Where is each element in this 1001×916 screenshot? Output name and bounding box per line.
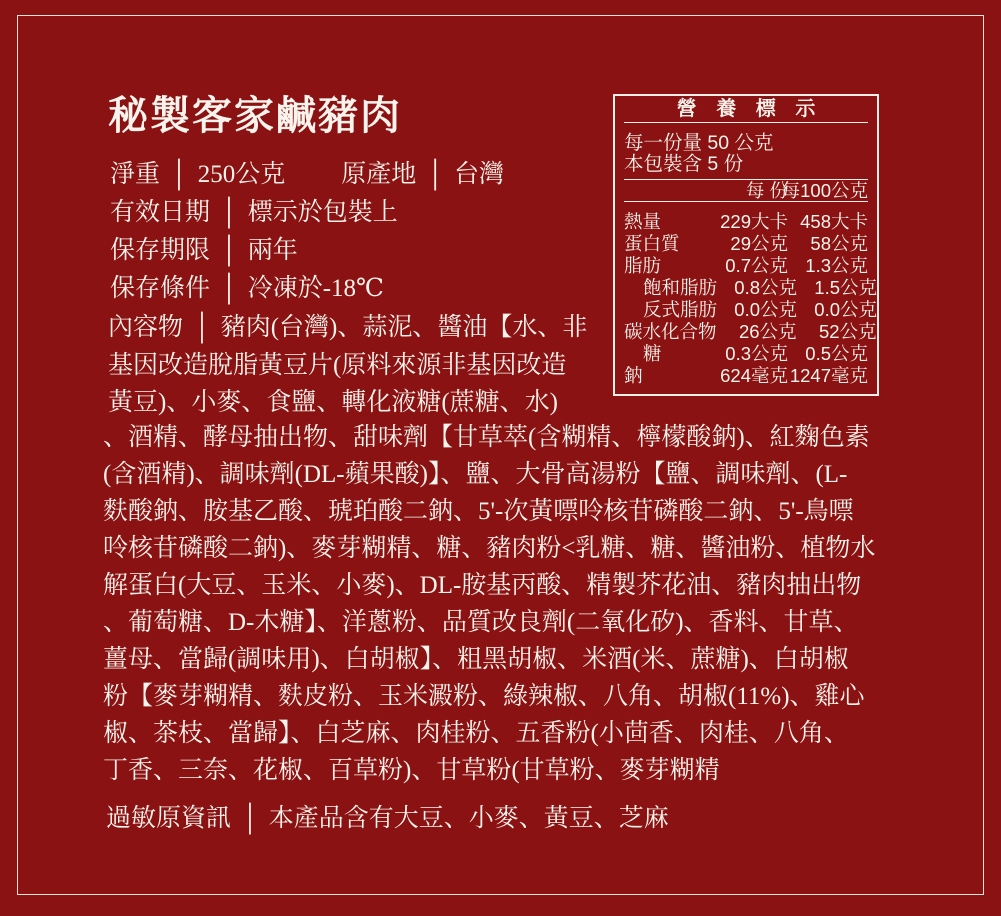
- nutrition-table-title: 營 養 標 示: [676, 98, 823, 120]
- net-weight-value: 250公克: [197, 161, 286, 188]
- ingredients-continued: [103, 419, 875, 789]
- nutrient-name: 飽和脂肪: [643, 277, 718, 298]
- separator-bar: │: [193, 313, 211, 342]
- separator-bar: │: [220, 274, 238, 303]
- nutrient-name: 反式脂肪: [643, 299, 718, 320]
- per-serving-value: 0.8公克: [734, 277, 798, 298]
- ingredients-line: 基因改造脫脂黃豆片(原料來源非基因改造: [108, 351, 567, 379]
- ingredients-line: 薑母、當歸(調味用)、白胡椒】、粗黑胡椒、米酒(米、蔗糖)、白胡椒: [103, 646, 849, 673]
- ingredients-line: 麩酸鈉、胺基乙酸、琥珀酸二鈉、5'-次黃嘌呤核苷磷酸二鈉、5'-鳥嘌: [103, 498, 854, 525]
- per-serving-value: 229大卡: [720, 211, 788, 232]
- nutrient-name: 脂肪: [624, 255, 662, 276]
- ingredients-line: 丁香、三奈、花椒、百草粉)、甘草粉(甘草粉、麥芽糊精: [103, 757, 720, 784]
- nutrition-row: [624, 299, 878, 321]
- ingredients-text: 豬肉(台灣)、蒜泥、醬油【水、非: [220, 314, 588, 341]
- per-serving-value: 0.0公克: [734, 299, 798, 320]
- nutrient-name: 蛋白質: [624, 233, 680, 254]
- spec-line: [110, 270, 504, 308]
- per-100g-value: 0.5公克: [805, 343, 868, 364]
- spec-label: 有效日期: [110, 199, 211, 226]
- allergen-info: [106, 800, 669, 837]
- nutrition-row: [624, 365, 868, 387]
- per-100g-value: 1.5公克: [814, 277, 878, 298]
- ingredients-label: 內容物: [108, 314, 184, 341]
- spec-value: 標示於包裝上: [247, 199, 398, 226]
- per-serving-value: 0.7公克: [725, 255, 788, 276]
- nutrient-name: 熱量: [624, 211, 662, 232]
- per-100g-value: 0.0公克: [814, 299, 878, 320]
- per-100g-value: 1.3公克: [805, 255, 868, 276]
- ingredients-line: (含酒精)、調味劑(DL-蘋果酸)】、鹽、大骨高湯粉【鹽、調味劑、(L-: [103, 461, 848, 488]
- ingredients-first-line: [108, 309, 587, 347]
- table-divider: [624, 201, 868, 202]
- separator-bar: │: [241, 804, 259, 833]
- ingredients-line: 、葡萄糖、D-木糖】、洋蔥粉、品質改良劑(二氧化矽)、香料、甘草、: [103, 609, 859, 636]
- allergen-label: 過敏原資訊: [106, 805, 232, 832]
- per-100g-value: 52公克: [818, 321, 877, 342]
- separator-bar: │: [220, 236, 238, 265]
- spec-line: [110, 194, 504, 232]
- ingredients-start: [108, 309, 587, 422]
- allergen-value: 本產品含有大豆、小麥、黃豆、芝麻: [268, 805, 669, 832]
- ingredients-line: 黃豆)、小麥、食鹽、轉化液糖(蔗糖、水): [108, 389, 558, 416]
- nutrition-row: [624, 211, 868, 233]
- nutrition-row: [624, 343, 868, 365]
- spec-line: [110, 232, 504, 270]
- spec-line-weight-origin: [110, 156, 504, 194]
- per-serving-header: 每 份: [745, 180, 788, 201]
- separator-bar: │: [170, 160, 188, 189]
- nutrition-row: [624, 233, 868, 255]
- per-serving-value: 0.3公克: [725, 343, 788, 364]
- ingredients-narrow-lines: [108, 347, 587, 422]
- spec-value: 冷凍於-18℃: [247, 275, 385, 302]
- nutrient-name: 碳水化合物: [624, 321, 717, 342]
- separator-bar: │: [426, 160, 444, 189]
- per-100g-header: 每100公克: [781, 180, 868, 201]
- nutrient-name: 糖: [643, 343, 662, 364]
- origin-value: 台灣: [453, 161, 504, 188]
- per-serving-value: 624毫克: [720, 365, 788, 386]
- product-title: 秘製客家鹹豬肉: [108, 93, 402, 138]
- nutrition-row: [624, 277, 878, 299]
- servings-per-pack-line: 本包裝含 5 份: [624, 153, 744, 175]
- origin-label: 原產地: [341, 161, 417, 188]
- per-serving-value: 26公克: [738, 321, 797, 342]
- serving-size-line: 每一份量 50 公克: [624, 132, 774, 154]
- per-100g-value: 58公克: [810, 233, 868, 254]
- nutrition-rows: [624, 211, 878, 387]
- spec-label: 保存期限: [110, 237, 211, 264]
- nutrition-facts-table: [613, 94, 879, 396]
- net-weight-label: 淨重: [110, 161, 161, 188]
- nutrition-row: [624, 255, 868, 277]
- ingredients-line: 粉【麥芽糊精、麩皮粉、玉米澱粉、綠辣椒、八角、胡椒(11%)、雞心: [103, 683, 865, 710]
- spec-lines-list: [110, 194, 504, 308]
- ingredients-line: 、酒精、酵母抽出物、甜味劑【甘草萃(含糊精、檸檬酸鈉)、紅麴色素: [103, 424, 870, 451]
- spec-label: 保存條件: [110, 275, 211, 302]
- nutrient-name: 鈉: [624, 365, 643, 386]
- product-specs: [110, 156, 504, 308]
- per-serving-value: 29公克: [730, 233, 788, 254]
- per-100g-value: 458大卡: [800, 211, 868, 232]
- nutrition-column-headers: [624, 180, 868, 201]
- table-divider: [624, 122, 868, 123]
- ingredients-line: 解蛋白(大豆、玉米、小麥)、DL-胺基丙酸、精製芥花油、豬肉抽出物: [103, 572, 862, 599]
- per-100g-value: 1247毫克: [789, 365, 868, 386]
- nutrition-row: [624, 321, 877, 343]
- ingredients-line: 呤核苷磷酸二鈉)、麥芽糊精、糖、豬肉粉<乳糖、糖、醬油粉、植物水: [103, 535, 876, 562]
- spec-value: 兩年: [247, 237, 298, 264]
- ingredients-line: 椒、茶枝、當歸】、白芝麻、肉桂粉、五香粉(小茴香、肉桂、八角、: [103, 720, 849, 747]
- separator-bar: │: [220, 198, 238, 227]
